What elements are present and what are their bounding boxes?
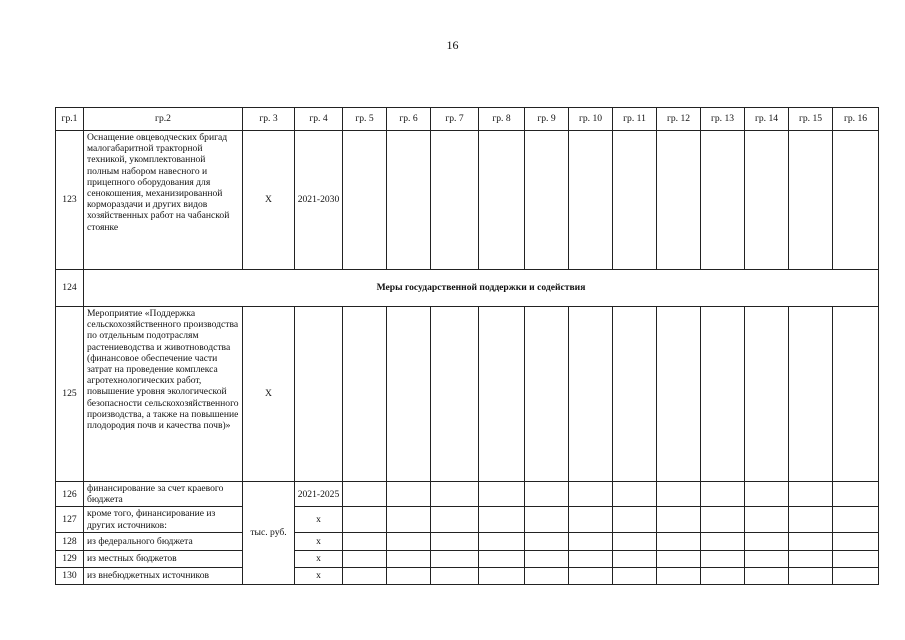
cell-col4: х <box>295 550 343 567</box>
header-cell: гр. 12 <box>657 108 701 131</box>
header-cell: гр. 14 <box>745 108 789 131</box>
cell-col4: 2021-2025 <box>295 482 343 507</box>
table-row <box>56 307 879 482</box>
table-row <box>56 532 879 550</box>
row-description: кроме того, финансирование из других источников: <box>84 507 243 532</box>
row-description: Оснащение овцеводческих бригад малогабаритной тракторной техникой, укомплектованной полным набором навесного и прицепного оборудования для сенокошения, механизированной кормораздачи и других видов хозяйственных работ на чабанской стоянке <box>84 131 243 270</box>
row-number: 124 <box>56 270 84 307</box>
header-cell: гр. 13 <box>701 108 745 131</box>
table-row <box>56 482 879 507</box>
header-cell: гр. 4 <box>295 108 343 131</box>
header-cell: гр. 11 <box>613 108 657 131</box>
row-number: 129 <box>56 550 84 567</box>
header-cell: гр. 6 <box>387 108 431 131</box>
cell-col4: 2021-2030 <box>295 131 343 270</box>
header-cell: гр.1 <box>56 108 84 131</box>
cell-col4: х <box>295 567 343 584</box>
page-number: 16 <box>446 38 459 52</box>
header-cell: гр.2 <box>84 108 243 131</box>
cell-col4: х <box>295 507 343 532</box>
table-row <box>56 131 879 270</box>
cell-col3: Х <box>243 307 295 482</box>
row-number: 125 <box>56 307 84 482</box>
table-row <box>56 550 879 567</box>
header-cell: гр. 16 <box>833 108 879 131</box>
row-number: 126 <box>56 482 84 507</box>
row-description: из внебюджетных источников <box>84 567 243 584</box>
header-cell: гр. 15 <box>789 108 833 131</box>
header-cell: гр. 3 <box>243 108 295 131</box>
row-description: финансирование за счет краевого бюджета <box>84 482 243 507</box>
row-description: из федерального бюджета <box>84 532 243 550</box>
row-description: Мероприятие «Поддержка сельскохозяйственного производства по отдельным подотраслям растениеводства и животноводства (финансовое обеспечение части затрат на проведение комплекса агротехнологических работ, повышение уровня экологической безопасности сельскохозяйственного производства, а также на повышение плодородия почв и качества почв)» <box>84 307 243 482</box>
header-cell: гр. 10 <box>569 108 613 131</box>
section-heading: Меры государственной поддержки и содействия <box>84 270 879 307</box>
header-cell: гр. 5 <box>343 108 387 131</box>
row-number: 127 <box>56 507 84 532</box>
row-number: 130 <box>56 567 84 584</box>
header-cell: гр. 7 <box>431 108 479 131</box>
row-number: 123 <box>56 131 84 270</box>
table-row <box>56 507 879 532</box>
cell-col4: х <box>295 532 343 550</box>
cell-col3: Х <box>243 131 295 270</box>
row-number: 128 <box>56 532 84 550</box>
table-row <box>56 270 879 307</box>
table-row <box>56 567 879 584</box>
header-cell: гр. 8 <box>479 108 525 131</box>
program-table <box>55 107 879 585</box>
row-description: из местных бюджетов <box>84 550 243 567</box>
header-row <box>56 108 879 131</box>
header-cell: гр. 9 <box>525 108 569 131</box>
unit-cell: тыс. руб. <box>243 482 295 585</box>
